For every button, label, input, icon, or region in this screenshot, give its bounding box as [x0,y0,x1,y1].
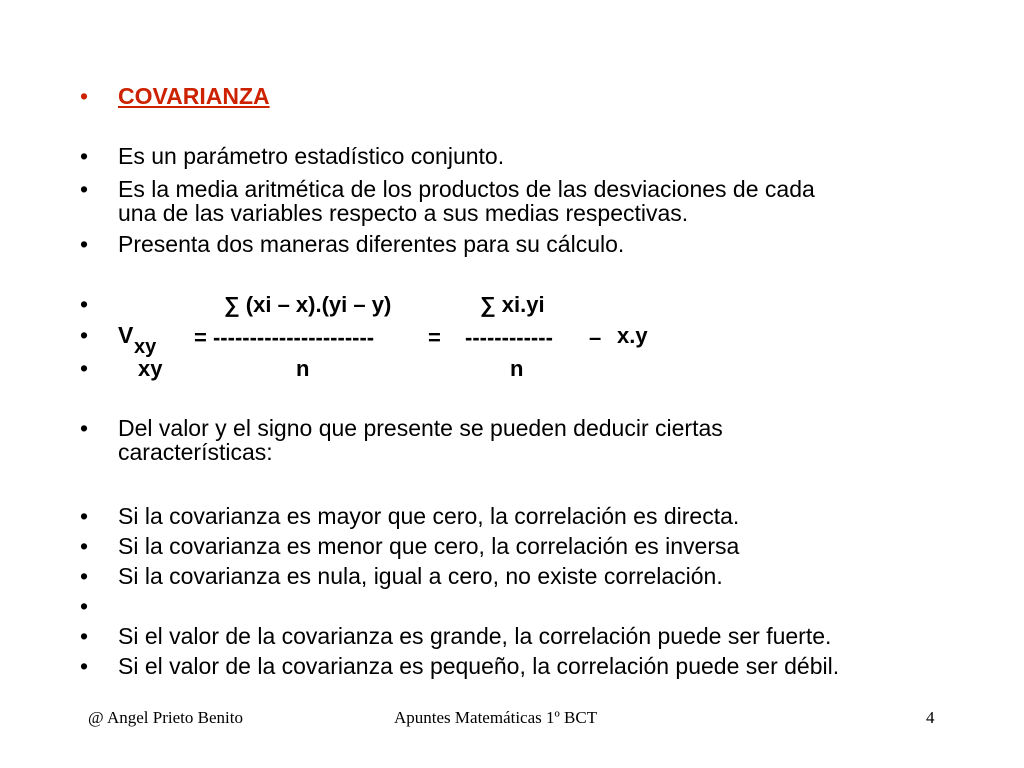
deduce-line-2: características: [118,439,273,465]
bullet: • [80,322,89,348]
magnitude-rule-large: Si el valor de la covarianza es grande, la correlación puede ser fuerte. [118,623,832,649]
bullet: • [80,355,89,381]
covariance-symbol: V [118,322,134,348]
definition-line-2: una de las variables respecto a sus medias respectivas. [118,200,689,226]
minus-sign: – [589,325,602,350]
mean-product: x.y [617,323,648,348]
second-equals: = [428,325,441,350]
magnitude-rule-small: Si el valor de la covarianza es pequeño, la correlación puede ser débil. [118,653,840,679]
bullet: • [80,533,89,559]
bullet: • [80,176,89,202]
slide-title: COVARIANZA [118,83,270,109]
denominator-2: n [510,356,524,381]
bullet: • [80,231,89,257]
first-fraction-bar: = ---------------------- [194,325,375,350]
methods-text: Presenta dos maneras diferentes para su cálculo. [118,231,625,257]
sign-rule-negative: Si la covarianza es menor que cero, la correlación es inversa [118,533,740,559]
footer-author: @ Angel Prieto Benito [88,708,243,727]
subscript-label-row: xy [138,356,163,381]
second-fraction-bar: ------------ [465,325,553,350]
covariance-subscript: xy [134,336,157,358]
deduce-line-1: Del valor y el signo que presente se pueden deducir ciertas [118,415,723,441]
bullet: • [80,143,89,169]
definition-line-1: Es la media aritmética de los productos de las desviaciones de cada [118,176,815,202]
numerator-products: ∑ xi.yi [480,292,545,317]
footer-page-number: 4 [926,708,935,727]
bullet: • [80,653,89,679]
bullet: • [80,593,89,619]
denominator-1: n [296,356,310,381]
sign-rule-zero: Si la covarianza es nula, igual a cero, no existe correlación. [118,563,723,589]
sign-rule-positive: Si la covarianza es mayor que cero, la correlación es directa. [118,503,740,529]
bullet: • [80,623,89,649]
footer-course: Apuntes Matemáticas 1º BCT [394,708,598,727]
bullet: • [80,503,89,529]
bullet: • [80,291,89,317]
bullet: • [80,83,89,109]
bullet: • [80,415,89,441]
intro-text: Es un parámetro estadístico conjunto. [118,143,505,169]
numerator-deviations: ∑ (xi – x).(yi – y) [224,292,392,317]
bullet: • [80,563,89,589]
